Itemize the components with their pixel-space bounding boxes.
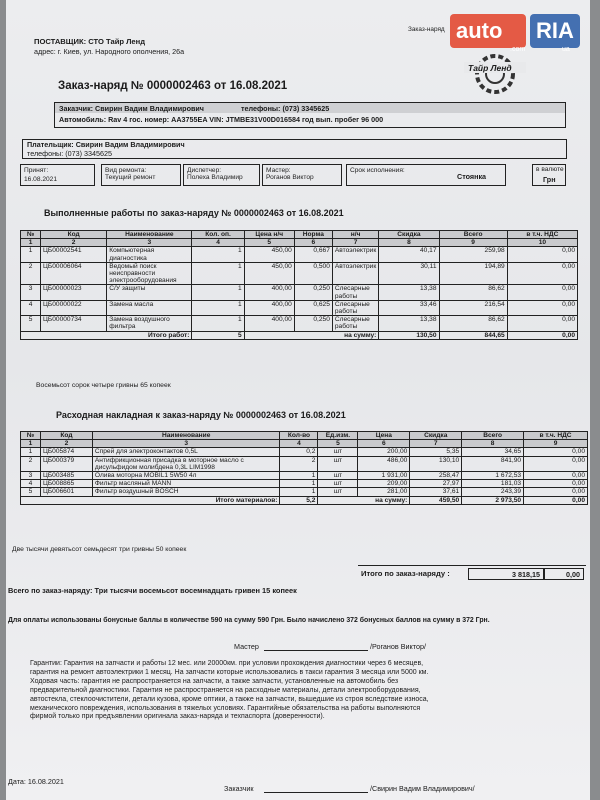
repair-type-label: Вид ремонта: bbox=[105, 167, 147, 174]
customer-sign-name: /Свирин Вадим Владимирович/ bbox=[370, 784, 475, 793]
material-row bbox=[21, 448, 588, 456]
table-cell: ЦБ000379 bbox=[40, 456, 92, 471]
deadline-label: Срок исполнения: bbox=[350, 167, 405, 174]
payer-block bbox=[22, 139, 567, 159]
table-cell: 1 bbox=[192, 262, 244, 285]
currency-value: Грн bbox=[543, 175, 556, 184]
col-header: Наименование bbox=[92, 432, 280, 440]
works-total-row bbox=[21, 331, 578, 339]
table-cell: 33,46 bbox=[379, 300, 439, 315]
table-cell: 181,03 bbox=[462, 480, 524, 488]
works-total-discount: 130,50 bbox=[379, 331, 439, 339]
grand-total-vat: 0,00 bbox=[566, 570, 580, 579]
warranty-line: механического повреждения, использования в тяжелых условиях. Гарантийные обязательства на работы выполняются bbox=[30, 704, 421, 712]
accepted-box bbox=[20, 164, 95, 186]
materials-header-row bbox=[21, 432, 588, 440]
customer-phones: телефоны: (073) 3345625 bbox=[241, 104, 330, 113]
table-cell: 1 bbox=[192, 300, 244, 315]
table-cell: 1 bbox=[280, 472, 318, 480]
materials-table bbox=[20, 431, 588, 505]
table-cell: 486,00 bbox=[358, 456, 410, 471]
master-box bbox=[262, 164, 342, 186]
materials-total-discount: 459,50 bbox=[410, 496, 462, 504]
table-cell: 30,11 bbox=[379, 262, 439, 285]
deadline-box bbox=[346, 164, 506, 186]
col-number: 1 bbox=[21, 239, 41, 247]
col-number: 8 bbox=[462, 440, 524, 448]
col-number: 3 bbox=[107, 239, 192, 247]
table-cell: 1 bbox=[280, 488, 318, 496]
works-title: Выполненные работы по заказ-наряду № 0000002463 от 16.08.2021 bbox=[44, 208, 344, 218]
table-cell: 2 bbox=[21, 456, 41, 471]
table-cell: 0,500 bbox=[294, 262, 332, 285]
materials-sum-label: на сумму: bbox=[318, 496, 410, 504]
company-logo bbox=[460, 50, 530, 96]
table-cell: 1 931,00 bbox=[358, 472, 410, 480]
warranty-line: автостекла, стеклоочистители, детали кузова, кроме оптики, а также на запчасти, вышедшие из строя вследствие износа, bbox=[30, 695, 429, 703]
table-cell: 86,62 bbox=[439, 285, 507, 300]
table-cell: 5,35 bbox=[410, 448, 462, 456]
table-cell: 243,39 bbox=[462, 488, 524, 496]
table-cell: 1 672,53 bbox=[462, 472, 524, 480]
warranty-line: Гарантии: Гарантия на запчасти и работы 12 мес. или 20000км. при условии прохождения диагностики через 6 месяцев, bbox=[30, 660, 424, 667]
table-cell: 209,00 bbox=[358, 480, 410, 488]
table-cell: Фильтр масляный MANN bbox=[92, 480, 280, 488]
table-cell: 0,667 bbox=[294, 247, 332, 262]
col-number: 9 bbox=[439, 239, 507, 247]
col-number: 10 bbox=[507, 239, 577, 247]
table-cell: 281,00 bbox=[358, 488, 410, 496]
table-cell: 1 bbox=[192, 247, 244, 262]
table-cell: 258,47 bbox=[410, 472, 462, 480]
table-cell: 13,38 bbox=[379, 285, 439, 300]
order-title: Заказ-наряд № 0000002463 от 16.08.2021 bbox=[58, 80, 288, 92]
col-header: в т.ч. НДС bbox=[524, 432, 588, 440]
table-cell: 3 bbox=[21, 285, 41, 300]
table-cell: 0,00 bbox=[524, 456, 588, 471]
works-total-sum: 844,65 bbox=[439, 331, 507, 339]
works-total-count: 5 bbox=[192, 331, 244, 339]
grand-total-rule bbox=[358, 565, 586, 566]
customer-sign-line bbox=[264, 792, 368, 793]
table-cell: Антифрикционная присадка в моторное масло с дисульфидом молибдена 0,3L LIM1998 bbox=[92, 456, 280, 471]
col-number: 9 bbox=[524, 440, 588, 448]
table-cell: 841,90 bbox=[462, 456, 524, 471]
work-row bbox=[21, 285, 578, 300]
table-cell: ЦБ00000023 bbox=[41, 285, 107, 300]
table-cell: ЦБ008865 bbox=[40, 480, 92, 488]
col-number: 5 bbox=[244, 239, 294, 247]
customer-block bbox=[54, 102, 566, 128]
table-cell: 27,97 bbox=[410, 480, 462, 488]
table-cell: 86,62 bbox=[439, 316, 507, 331]
logo-text: Тайр Ленд bbox=[468, 63, 512, 73]
warranty-line: Ходовая часть: гарантия не распространяется на запчасти, а также запчасти, установленные на автомобиль без bbox=[30, 677, 399, 685]
table-cell: 4 bbox=[21, 480, 41, 488]
customer-sign-label: Заказчик bbox=[224, 784, 254, 793]
car-details: Автомобиль: Rav 4 гос. номер: AA3755EA VIN: JTMBE31V00D016584 год вып. пробег 96 000 bbox=[59, 115, 384, 124]
col-header: Скидка bbox=[410, 432, 462, 440]
accepted-label: Принят: bbox=[24, 167, 49, 174]
watermark-ria: RIA bbox=[536, 18, 574, 43]
table-cell: 216,54 bbox=[439, 300, 507, 315]
works-table bbox=[20, 230, 578, 340]
col-header: Скидка bbox=[379, 231, 439, 239]
table-cell: 450,00 bbox=[244, 247, 294, 262]
footer-date: Дата: 16.08.2021 bbox=[8, 777, 64, 786]
col-number: 2 bbox=[40, 440, 92, 448]
table-cell: Замена масла bbox=[107, 300, 192, 315]
master-label: Мастер: bbox=[266, 167, 291, 174]
works-total-label: Итого работ: bbox=[21, 331, 192, 339]
payer-phones: телефоны: (073) 3345625 bbox=[27, 149, 112, 158]
table-cell: 5 bbox=[21, 316, 41, 331]
col-number: 8 bbox=[379, 239, 439, 247]
col-header: Наименование bbox=[107, 231, 192, 239]
table-cell: 400,00 bbox=[244, 316, 294, 331]
table-cell: Компьютерная диагностика bbox=[107, 247, 192, 262]
table-cell: ЦБ00002541 bbox=[41, 247, 107, 262]
materials-total-vat: 0,00 bbox=[524, 496, 588, 504]
table-cell: 1 bbox=[21, 247, 41, 262]
warranty-line: фирмой только при предъявлении оригинала заказ-наряда и техпаспорта (доверенности). bbox=[30, 713, 325, 721]
table-cell: 0,00 bbox=[524, 472, 588, 480]
col-header: Код bbox=[41, 231, 107, 239]
supplier-name: ПОСТАВЩИК: СТО Тайр Ленд bbox=[34, 37, 146, 46]
col-header: Кол-во bbox=[280, 432, 318, 440]
col-number: 4 bbox=[280, 440, 318, 448]
work-row bbox=[21, 316, 578, 331]
table-cell: Автоэлектрик bbox=[332, 262, 378, 285]
table-cell: ЦБ006601 bbox=[40, 488, 92, 496]
col-number: 1 bbox=[21, 440, 41, 448]
table-cell: шт bbox=[318, 472, 358, 480]
table-cell: 2 bbox=[280, 456, 318, 471]
table-cell: С/У защиты bbox=[107, 285, 192, 300]
status-value: Стоянка bbox=[457, 172, 487, 181]
works-header-row bbox=[21, 231, 578, 239]
table-cell: 400,00 bbox=[244, 300, 294, 315]
col-number: 6 bbox=[358, 440, 410, 448]
customer-name: Заказчик: Свирин Вадим Владимирович bbox=[59, 104, 204, 113]
materials-total-label: Итого материалов: bbox=[21, 496, 280, 504]
table-cell: шт bbox=[318, 456, 358, 471]
accepted-value: 16.08.2021 bbox=[24, 176, 58, 183]
table-cell: 0,00 bbox=[507, 300, 577, 315]
table-cell: 0,2 bbox=[280, 448, 318, 456]
table-cell: 0,00 bbox=[507, 247, 577, 262]
work-row bbox=[21, 262, 578, 285]
works-sum-label: на сумму: bbox=[244, 331, 379, 339]
col-number: 7 bbox=[332, 239, 378, 247]
table-cell: Спрей для электроконтактов 0,5L bbox=[92, 448, 280, 456]
table-cell: 40,17 bbox=[379, 247, 439, 262]
col-header: № bbox=[21, 432, 41, 440]
table-cell: Автоэлектрик bbox=[332, 247, 378, 262]
grand-total-in-words: Всего по заказ-наряду: Три тысячи восемьсот восемнадцать гривен 15 копеек bbox=[8, 586, 297, 595]
table-cell: 0,00 bbox=[524, 480, 588, 488]
table-cell: шт bbox=[318, 480, 358, 488]
grand-vat-box bbox=[544, 568, 584, 580]
material-row bbox=[21, 472, 588, 480]
col-header: Норма bbox=[294, 231, 332, 239]
table-cell: 0,625 bbox=[294, 300, 332, 315]
warranty-line: гарантия на ремонт автоэлектрики 1 месяц. На запчасти которые использовались в такси гарантия 3 месяца или 5000 км. bbox=[30, 668, 429, 676]
works-number-row bbox=[21, 239, 578, 247]
material-row bbox=[21, 480, 588, 488]
table-cell: Замена воздушного фильтра bbox=[107, 316, 192, 331]
col-header: Всего bbox=[439, 231, 507, 239]
table-cell: Слесарные работы bbox=[332, 285, 378, 300]
table-cell: 400,00 bbox=[244, 285, 294, 300]
col-header: Кол. оп. bbox=[192, 231, 244, 239]
supplier-address: адрес: г. Киев, ул. Народного ополчения, 26а bbox=[34, 47, 185, 56]
table-cell: 1 bbox=[280, 480, 318, 488]
table-cell: 259,98 bbox=[439, 247, 507, 262]
master-sign-label: Мастер bbox=[234, 642, 259, 651]
table-cell: 1 bbox=[192, 285, 244, 300]
doc-type: Заказ-наряд bbox=[408, 26, 445, 33]
col-header: № bbox=[21, 231, 41, 239]
materials-rows bbox=[21, 448, 588, 496]
warranty-line: предварительной диагностики. Гарантия не распространяется на расходные материалы, детали электрооборудования, bbox=[30, 686, 421, 694]
table-cell: 1 bbox=[21, 448, 41, 456]
col-number: 2 bbox=[41, 239, 107, 247]
grand-total-label: Итого по заказ-наряду : bbox=[361, 569, 450, 578]
table-cell: 2 bbox=[21, 262, 41, 285]
warranty-text bbox=[30, 660, 429, 722]
table-cell: 1 bbox=[192, 316, 244, 331]
repair-type-box bbox=[101, 164, 181, 186]
master-value: Роганов Виктор bbox=[266, 174, 314, 181]
dispatcher-value: Полеха Владимир bbox=[187, 174, 243, 181]
material-row bbox=[21, 488, 588, 496]
col-header: н/ч bbox=[332, 231, 378, 239]
table-cell: 0,250 bbox=[294, 285, 332, 300]
col-number: 5 bbox=[318, 440, 358, 448]
materials-total-sum: 2 973,50 bbox=[462, 496, 524, 504]
table-cell: шт bbox=[318, 448, 358, 456]
watermark-ua: ua bbox=[562, 46, 570, 53]
table-cell: 0,00 bbox=[507, 316, 577, 331]
table-cell: 0,00 bbox=[507, 262, 577, 285]
table-cell: 0,00 bbox=[507, 285, 577, 300]
grand-total-box bbox=[468, 568, 544, 580]
col-header: Всего bbox=[462, 432, 524, 440]
table-cell: Олива моторна MOBIL1 5W50 4л bbox=[92, 472, 280, 480]
watermark-auto: auto bbox=[456, 18, 503, 43]
currency-box bbox=[532, 164, 566, 186]
col-header: Цена bbox=[358, 432, 410, 440]
table-cell: 130,10 bbox=[410, 456, 462, 471]
works-total-vat: 0,00 bbox=[507, 331, 577, 339]
table-cell: 37,61 bbox=[410, 488, 462, 496]
payer-name: Плательщик: Свирин Вадим Владимирович bbox=[27, 140, 185, 149]
col-header: в т.ч. НДС bbox=[507, 231, 577, 239]
material-row bbox=[21, 456, 588, 471]
table-cell: Слесарные работы bbox=[332, 300, 378, 315]
col-header: Цена н/ч bbox=[244, 231, 294, 239]
watermark-dotcom: .com bbox=[510, 46, 526, 53]
grand-total-sum: 3 818,15 bbox=[512, 570, 540, 579]
table-cell: 200,00 bbox=[358, 448, 410, 456]
col-number: 7 bbox=[410, 440, 462, 448]
table-cell: 0,250 bbox=[294, 316, 332, 331]
col-number: 4 bbox=[192, 239, 244, 247]
col-header: Ед.изм. bbox=[318, 432, 358, 440]
table-cell: Слесарные работы bbox=[332, 316, 378, 331]
col-header: Код bbox=[40, 432, 92, 440]
works-sum-in-words: Восемьсот сорок четыре гривны 65 копеек bbox=[36, 382, 171, 389]
materials-title: Расходная накладная к заказ-наряду № 0000002463 от 16.08.2021 bbox=[56, 410, 346, 420]
table-cell: ЦБ00000734 bbox=[41, 316, 107, 331]
repair-type-value: Текущий ремонт bbox=[105, 174, 156, 181]
materials-total-qty: 5,2 bbox=[280, 496, 318, 504]
table-cell: 5 bbox=[21, 488, 41, 496]
autoria-watermark bbox=[450, 10, 586, 56]
materials-total-row bbox=[21, 496, 588, 504]
materials-sum-in-words: Две тысячи девятьсот семьдесят три гривны 50 копеек bbox=[12, 546, 187, 553]
master-sign-line bbox=[264, 650, 368, 651]
table-cell: 194,89 bbox=[439, 262, 507, 285]
table-cell: 13,38 bbox=[379, 316, 439, 331]
dispatcher-label: Диспетчер: bbox=[187, 167, 222, 174]
table-cell: 3 bbox=[21, 472, 41, 480]
table-cell: ЦБ00006064 bbox=[41, 262, 107, 285]
paper-sheet bbox=[6, 0, 590, 800]
bonus-note: Для оплаты использованы бонусные баллы в количестве 590 на сумму 590 Грн. Было начислено 372 бонусных баллов на сумму в 372 Грн. bbox=[8, 617, 490, 624]
materials-number-row bbox=[21, 440, 588, 448]
table-cell: 0,00 bbox=[524, 488, 588, 496]
works-rows bbox=[21, 247, 578, 331]
currency-label: в валюте bbox=[536, 166, 564, 173]
col-number: 3 bbox=[92, 440, 280, 448]
table-cell: 34,65 bbox=[462, 448, 524, 456]
dispatcher-box bbox=[183, 164, 260, 186]
table-cell: ЦБ00000022 bbox=[41, 300, 107, 315]
master-sign-name: /Роганов Виктор/ bbox=[370, 642, 426, 651]
col-number: 6 bbox=[294, 239, 332, 247]
table-cell: 0,00 bbox=[524, 448, 588, 456]
work-row bbox=[21, 247, 578, 262]
table-cell: Ведомый поиск неисправности электрооборудования bbox=[107, 262, 192, 285]
table-cell: шт bbox=[318, 488, 358, 496]
table-cell: 450,00 bbox=[244, 262, 294, 285]
table-cell: Фильтр воздушный BOSCH bbox=[92, 488, 280, 496]
table-cell: ЦБ003485 bbox=[40, 472, 92, 480]
table-cell: ЦБ005874 bbox=[40, 448, 92, 456]
table-cell: 4 bbox=[21, 300, 41, 315]
work-row bbox=[21, 300, 578, 315]
